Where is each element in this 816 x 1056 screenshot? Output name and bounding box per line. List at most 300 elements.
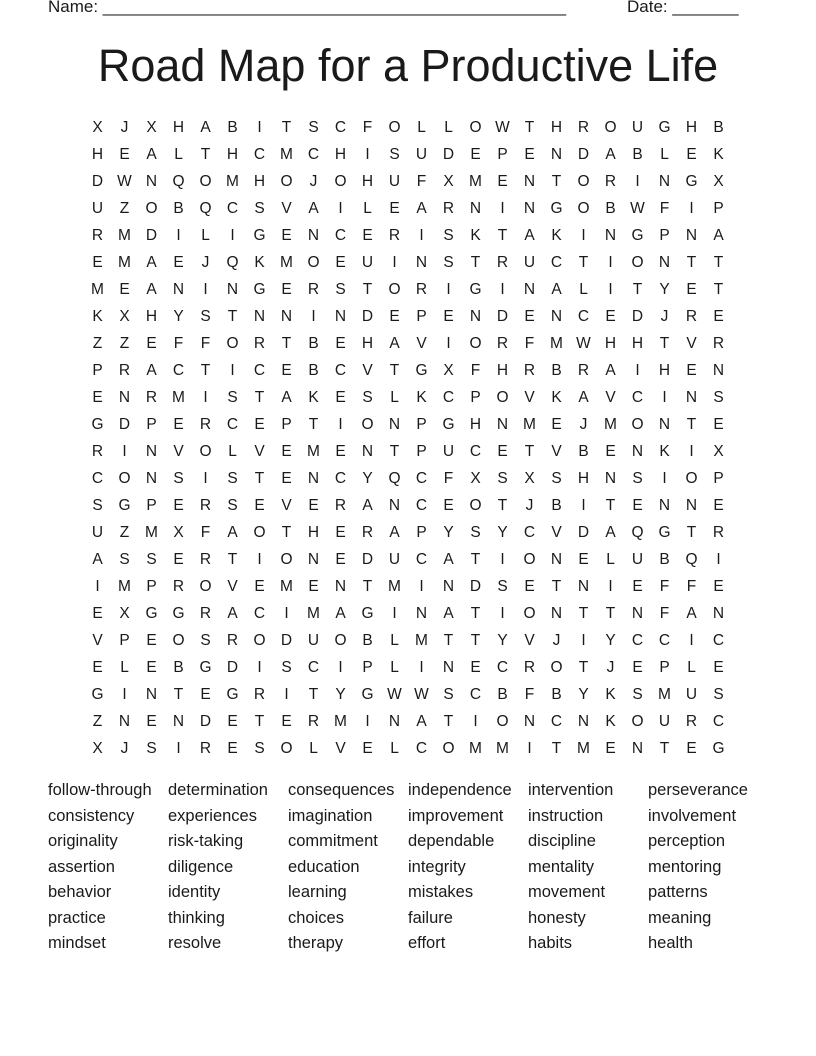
grid-letter: Q xyxy=(172,172,185,190)
puzzle-title: Road Map for a Productive Life xyxy=(97,40,719,91)
grid-letter: I xyxy=(176,226,181,244)
grid-letter: I xyxy=(203,280,208,298)
grid-letter: U xyxy=(442,442,455,460)
grid-letter: N xyxy=(253,307,266,325)
grid-letter: V xyxy=(416,334,427,352)
grid-letter: E xyxy=(227,712,238,730)
grid-letter: H xyxy=(631,334,644,352)
grid-letter: L xyxy=(363,199,372,217)
grid-letter: N xyxy=(307,226,320,244)
grid-letter: E xyxy=(92,388,103,406)
grid-letter: T xyxy=(227,307,238,325)
grid-letter: O xyxy=(496,388,509,406)
grid-letter: F xyxy=(524,334,535,352)
grid-letter: A xyxy=(389,334,400,352)
word-list-item: identity xyxy=(168,883,221,901)
grid-letter: P xyxy=(659,658,670,676)
grid-letter: T xyxy=(713,280,724,298)
grid-letter: O xyxy=(496,712,509,730)
grid-letter: E xyxy=(389,307,400,325)
grid-letter: D xyxy=(199,712,212,730)
grid-letter: N xyxy=(226,280,239,298)
word-list-item: consistency xyxy=(48,806,135,825)
grid-letter: V xyxy=(92,631,103,649)
grid-letter: E xyxy=(146,712,157,730)
grid-letter: O xyxy=(631,712,644,730)
grid-letter: I xyxy=(311,307,316,325)
grid-letter: R xyxy=(442,199,455,217)
grid-letter: S xyxy=(713,388,724,406)
word-list-item: commitment xyxy=(288,832,378,850)
grid-letter: M xyxy=(118,226,131,244)
grid-letter: M xyxy=(496,739,509,757)
grid-letter: Q xyxy=(388,469,401,487)
grid-letter: O xyxy=(550,658,563,676)
grid-letter: R xyxy=(496,334,509,352)
grid-letter: C xyxy=(226,415,239,433)
grid-letter: N xyxy=(307,550,320,568)
grid-letter: T xyxy=(578,658,589,676)
grid-letter: C xyxy=(253,361,266,379)
grid-letter: E xyxy=(686,739,697,757)
grid-letter: V xyxy=(551,523,562,541)
grid-letter: O xyxy=(199,172,212,190)
grid-letter: O xyxy=(577,199,590,217)
grid-letter: N xyxy=(118,712,131,730)
grid-letter: H xyxy=(226,145,239,163)
grid-letter: S xyxy=(443,685,454,703)
grid-letter: C xyxy=(334,469,347,487)
grid-letter: D xyxy=(91,172,104,190)
grid-letter: E xyxy=(146,631,157,649)
grid-letter: D xyxy=(577,523,590,541)
grid-letter: A xyxy=(308,199,319,217)
grid-letter: P xyxy=(416,415,427,433)
grid-letter: W xyxy=(630,199,645,217)
grid-letter: R xyxy=(199,739,212,757)
grid-letter: S xyxy=(146,739,157,757)
grid-letter: E xyxy=(605,739,616,757)
grid-letter: W xyxy=(414,685,429,703)
grid-letter: R xyxy=(523,361,536,379)
grid-letter: E xyxy=(254,496,265,514)
grid-letter: N xyxy=(523,172,536,190)
grid-letter: N xyxy=(550,307,563,325)
grid-letter: E xyxy=(173,415,184,433)
grid-letter: E xyxy=(362,226,373,244)
grid-letter: W xyxy=(495,118,510,136)
grid-letter: U xyxy=(631,550,644,568)
grid-letter: R xyxy=(199,496,212,514)
grid-letter: T xyxy=(254,469,265,487)
grid-letter: T xyxy=(227,550,238,568)
word-list-item: failure xyxy=(408,908,453,927)
grid-letter: E xyxy=(524,577,535,595)
grid-letter: N xyxy=(658,496,671,514)
grid-letter: U xyxy=(685,685,698,703)
grid-letter: N xyxy=(577,712,590,730)
grid-letter: M xyxy=(658,685,671,703)
grid-letter: X xyxy=(92,739,103,757)
grid-letter: O xyxy=(172,631,185,649)
grid-letter: O xyxy=(253,523,266,541)
grid-letter: N xyxy=(145,469,158,487)
grid-letter: V xyxy=(686,334,697,352)
grid-letter: L xyxy=(309,739,318,757)
grid-letter: L xyxy=(444,118,453,136)
grid-letter: A xyxy=(146,280,157,298)
grid-letter: U xyxy=(523,253,536,271)
grid-letter: A xyxy=(416,712,427,730)
grid-letter: J xyxy=(120,739,129,757)
grid-letter: N xyxy=(307,469,320,487)
grid-letter: B xyxy=(173,199,184,217)
grid-letter: D xyxy=(361,307,374,325)
grid-letter: N xyxy=(685,388,698,406)
grid-letter: S xyxy=(92,496,103,514)
grid-letter: D xyxy=(577,145,590,163)
grid-letter: F xyxy=(659,604,670,622)
grid-letter: R xyxy=(91,442,104,460)
grid-letter: H xyxy=(172,118,185,136)
grid-letter: I xyxy=(365,145,370,163)
grid-letter: D xyxy=(631,307,644,325)
grid-letter: I xyxy=(203,469,208,487)
grid-letter: I xyxy=(500,550,505,568)
grid-letter: G xyxy=(658,118,671,136)
grid-letter: G xyxy=(226,685,239,703)
grid-letter: I xyxy=(338,415,343,433)
grid-letter: O xyxy=(604,118,617,136)
grid-letter: D xyxy=(361,550,374,568)
grid-letter: T xyxy=(551,739,562,757)
grid-letter: S xyxy=(119,550,130,568)
grid-letter: M xyxy=(469,739,482,757)
grid-letter: E xyxy=(551,415,562,433)
grid-letter: R xyxy=(226,631,239,649)
grid-letter: O xyxy=(334,631,347,649)
grid-letter: E xyxy=(470,145,481,163)
grid-letter: T xyxy=(200,361,211,379)
grid-letter: R xyxy=(145,388,158,406)
word-list-item: learning xyxy=(288,883,347,901)
grid-letter: N xyxy=(550,604,563,622)
grid-letter: A xyxy=(146,253,157,271)
grid-letter: X xyxy=(443,361,454,379)
grid-letter: E xyxy=(443,307,454,325)
grid-letter: I xyxy=(608,577,613,595)
grid-letter: H xyxy=(469,415,482,433)
grid-letter: C xyxy=(550,253,563,271)
grid-letter: I xyxy=(122,442,127,460)
grid-letter: S xyxy=(308,118,319,136)
grid-letter: T xyxy=(281,118,292,136)
grid-letter: N xyxy=(388,415,401,433)
word-list-item: experiences xyxy=(168,806,257,825)
grid-letter: O xyxy=(469,118,482,136)
grid-letter: S xyxy=(443,226,454,244)
grid-letter: J xyxy=(309,172,318,190)
grid-letter: E xyxy=(713,496,724,514)
grid-letter: N xyxy=(631,739,644,757)
grid-letter: O xyxy=(685,469,698,487)
grid-letter: N xyxy=(685,226,698,244)
grid-letter: L xyxy=(579,280,588,298)
grid-letter: C xyxy=(523,523,536,541)
grid-letter: F xyxy=(470,361,481,379)
grid-letter: U xyxy=(631,118,644,136)
word-list-item: improvement xyxy=(408,806,504,825)
grid-letter: I xyxy=(500,199,505,217)
grid-letter: A xyxy=(443,604,454,622)
grid-letter: T xyxy=(578,604,589,622)
grid-letter: E xyxy=(92,658,103,676)
grid-letter: F xyxy=(443,469,454,487)
grid-letter: T xyxy=(389,361,400,379)
grid-letter: U xyxy=(307,631,320,649)
grid-letter: K xyxy=(92,307,103,325)
grid-letter: B xyxy=(173,658,184,676)
grid-letter: G xyxy=(145,604,158,622)
grid-letter: I xyxy=(392,604,397,622)
grid-letter: J xyxy=(579,415,588,433)
grid-letter: N xyxy=(280,307,293,325)
word-list-item: perception xyxy=(648,832,726,850)
grid-letter: M xyxy=(226,172,239,190)
grid-letter: N xyxy=(523,199,536,217)
grid-letter: L xyxy=(417,118,426,136)
grid-letter: E xyxy=(686,280,697,298)
grid-letter: N xyxy=(604,469,617,487)
grid-letter: T xyxy=(659,739,670,757)
grid-letter: E xyxy=(119,145,130,163)
grid-letter: T xyxy=(308,415,319,433)
grid-letter: K xyxy=(308,388,319,406)
grid-letter: M xyxy=(280,253,293,271)
word-list-item: mentality xyxy=(528,857,595,876)
grid-letter: A xyxy=(713,226,724,244)
grid-letter: H xyxy=(550,118,563,136)
grid-letter: F xyxy=(173,334,184,352)
grid-letter: S xyxy=(362,388,373,406)
grid-letter: J xyxy=(606,658,615,676)
grid-letter: O xyxy=(307,253,320,271)
grid-letter: O xyxy=(280,550,293,568)
grid-letter: I xyxy=(284,685,289,703)
grid-letter: S xyxy=(389,145,400,163)
grid-letter: I xyxy=(257,118,262,136)
grid-letter: G xyxy=(658,523,671,541)
grid-letter: L xyxy=(606,550,615,568)
grid-letter: M xyxy=(145,523,158,541)
grid-letter: A xyxy=(281,388,292,406)
grid-letter: O xyxy=(334,172,347,190)
grid-letter: I xyxy=(230,226,235,244)
grid-letter: O xyxy=(361,415,374,433)
grid-letter: Y xyxy=(335,685,346,703)
grid-letter: Z xyxy=(119,334,130,352)
grid-letter: D xyxy=(118,415,131,433)
grid-letter: F xyxy=(659,199,670,217)
grid-letter: T xyxy=(308,685,319,703)
grid-letter: T xyxy=(470,631,481,649)
grid-letter: E xyxy=(335,253,346,271)
grid-letter: R xyxy=(199,604,212,622)
grid-letter: A xyxy=(362,496,373,514)
grid-letter: Y xyxy=(362,469,373,487)
grid-letter: X xyxy=(119,604,130,622)
grid-letter: G xyxy=(415,361,428,379)
grid-letter: I xyxy=(257,658,262,676)
grid-letter: A xyxy=(551,280,562,298)
grid-letter: O xyxy=(118,469,131,487)
grid-letter: E xyxy=(686,145,697,163)
grid-letter: G xyxy=(199,658,212,676)
grid-letter: T xyxy=(713,253,724,271)
grid-letter: N xyxy=(442,577,455,595)
grid-letter: E xyxy=(389,199,400,217)
grid-letter: H xyxy=(577,469,590,487)
grid-letter: G xyxy=(631,226,644,244)
grid-letter: I xyxy=(230,361,235,379)
grid-letter: P xyxy=(416,442,427,460)
grid-letter: O xyxy=(388,118,401,136)
grid-letter: H xyxy=(685,118,698,136)
word-list-item: education xyxy=(288,857,360,876)
grid-letter: G xyxy=(172,604,185,622)
grid-letter: E xyxy=(173,550,184,568)
grid-letter: R xyxy=(577,361,590,379)
grid-letter: N xyxy=(523,280,536,298)
word-list-item: resolve xyxy=(168,934,222,952)
grid-letter: M xyxy=(307,442,320,460)
grid-letter: R xyxy=(172,577,185,595)
grid-letter: A xyxy=(146,361,157,379)
grid-letter: B xyxy=(227,118,238,136)
grid-letter: X xyxy=(119,307,130,325)
grid-letter: A xyxy=(605,523,616,541)
grid-letter: X xyxy=(173,523,184,541)
grid-letter: L xyxy=(390,658,399,676)
grid-letter: I xyxy=(176,739,181,757)
word-list-item: effort xyxy=(408,934,446,952)
word-list-item: patterns xyxy=(648,883,708,901)
word-list-item: dependable xyxy=(408,832,495,850)
grid-letter: A xyxy=(227,523,238,541)
grid-letter: N xyxy=(334,307,347,325)
grid-letter: S xyxy=(632,685,643,703)
grid-letter: H xyxy=(145,307,158,325)
grid-letter: P xyxy=(281,415,292,433)
grid-letter: P xyxy=(362,658,373,676)
grid-letter: K xyxy=(713,145,724,163)
word-list-item: risk-taking xyxy=(168,832,244,850)
grid-letter: A xyxy=(605,145,616,163)
grid-letter: I xyxy=(338,658,343,676)
grid-letter: M xyxy=(523,415,536,433)
grid-letter: E xyxy=(335,550,346,568)
word-list-item: thinking xyxy=(168,908,225,927)
grid-letter: G xyxy=(361,685,374,703)
word-list-item: diligence xyxy=(168,857,234,876)
grid-letter: K xyxy=(659,442,670,460)
word-list-item: meaning xyxy=(648,908,712,927)
grid-letter: R xyxy=(253,334,266,352)
grid-letter: Y xyxy=(659,280,670,298)
grid-letter: N xyxy=(523,712,536,730)
grid-letter: B xyxy=(308,361,319,379)
grid-letter: E xyxy=(308,496,319,514)
grid-letter: P xyxy=(497,145,508,163)
grid-letter: P xyxy=(146,415,157,433)
grid-letter: R xyxy=(685,307,698,325)
grid-letter: E xyxy=(713,658,724,676)
grid-letter: I xyxy=(473,712,478,730)
grid-letter: T xyxy=(281,334,292,352)
grid-letter: F xyxy=(524,685,535,703)
grid-letter: T xyxy=(470,604,481,622)
grid-letter: L xyxy=(120,658,129,676)
grid-letter: R xyxy=(685,712,698,730)
grid-letter: J xyxy=(660,307,669,325)
grid-letter: I xyxy=(635,361,640,379)
grid-letter: I xyxy=(581,496,586,514)
grid-letter: N xyxy=(712,361,725,379)
grid-letter: F xyxy=(686,577,697,595)
grid-letter: P xyxy=(713,469,724,487)
grid-letter: I xyxy=(419,577,424,595)
grid-letter: S xyxy=(443,253,454,271)
grid-letter: R xyxy=(118,361,131,379)
grid-letter: C xyxy=(307,658,320,676)
grid-letter: M xyxy=(415,631,428,649)
grid-letter: B xyxy=(632,145,643,163)
grid-letter: B xyxy=(551,361,562,379)
grid-letter: F xyxy=(200,523,211,541)
grid-letter: C xyxy=(172,361,185,379)
grid-letter: X xyxy=(146,118,157,136)
grid-letter: T xyxy=(443,631,454,649)
grid-letter: M xyxy=(388,577,401,595)
grid-letter: I xyxy=(500,604,505,622)
grid-letter: C xyxy=(415,739,428,757)
grid-letter: V xyxy=(173,442,184,460)
grid-letter: N xyxy=(145,442,158,460)
grid-letter: N xyxy=(172,712,185,730)
grid-letter: I xyxy=(446,334,451,352)
grid-letter: E xyxy=(524,307,535,325)
grid-letter: A xyxy=(389,523,400,541)
grid-letter: O xyxy=(631,415,644,433)
grid-letter: N xyxy=(118,388,131,406)
grid-letter: J xyxy=(525,496,534,514)
grid-letter: R xyxy=(307,712,320,730)
grid-letter: T xyxy=(524,118,535,136)
grid-letter: H xyxy=(361,334,374,352)
grid-letter: R xyxy=(712,334,725,352)
grid-letter: C xyxy=(577,307,590,325)
grid-letter: E xyxy=(362,739,373,757)
grid-letter: X xyxy=(470,469,481,487)
grid-letter: N xyxy=(442,658,455,676)
grid-letter: R xyxy=(388,226,401,244)
grid-letter: E xyxy=(281,280,292,298)
grid-letter: C xyxy=(631,388,644,406)
grid-letter: S xyxy=(335,280,346,298)
grid-letter: C xyxy=(226,199,239,217)
grid-letter: R xyxy=(523,658,536,676)
grid-letter: O xyxy=(199,577,212,595)
